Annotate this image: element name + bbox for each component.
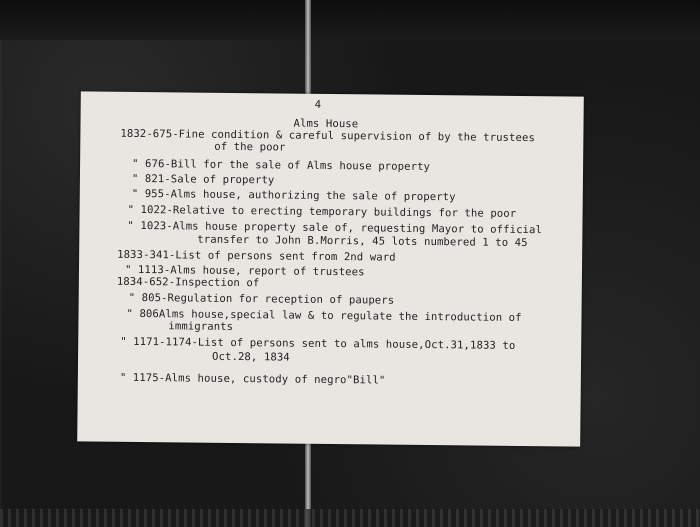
entry-line: transfer to John B.Morris, 45 lots numbered 1 to 45: [197, 233, 528, 250]
film-bottom-band: [0, 509, 700, 527]
entry-line: Oct.28, 1834: [212, 350, 290, 364]
entry-line: " 1022-Relative to erecting temporary buildings for the poor: [127, 203, 517, 220]
entry-line: " 1175-Alms house, custody of negro"Bill": [119, 371, 386, 387]
entry-line: " 1171-1174-List of persons sent to alms house,Oct.31,1833 to: [120, 335, 516, 352]
entry-line: " 955-Alms house, authorizing the sale of property: [131, 187, 456, 204]
card-page-number: 4: [314, 98, 322, 111]
entry-line: 1832-675-Fine condition & careful supervision of by the trustees: [120, 127, 536, 145]
card-title: Alms House: [293, 117, 359, 131]
entry-line: of the poor: [214, 140, 286, 154]
entry-line: " 1023-Alms house property sale of, requesting Mayor to official: [127, 219, 543, 237]
entry-line: " 806Alms house,special law & to regulate the introduction of: [126, 307, 522, 325]
index-card: [77, 91, 584, 446]
entry-line: " 821-Sale of property: [131, 172, 275, 187]
entry-line: 1834-652-Inspection of: [116, 275, 260, 290]
film-top-band: [0, 0, 700, 40]
entry-line: " 676-Bill for the sale of Alms house property: [132, 157, 431, 174]
entry-line: " 805-Regulation for reception of paupers: [128, 291, 395, 307]
entry-line: 1833-341-List of persons sent from 2nd ward: [117, 248, 396, 264]
entry-line: " 1113-Alms house, report of trustees: [124, 263, 365, 279]
entry-line: immigrants: [168, 320, 234, 333]
